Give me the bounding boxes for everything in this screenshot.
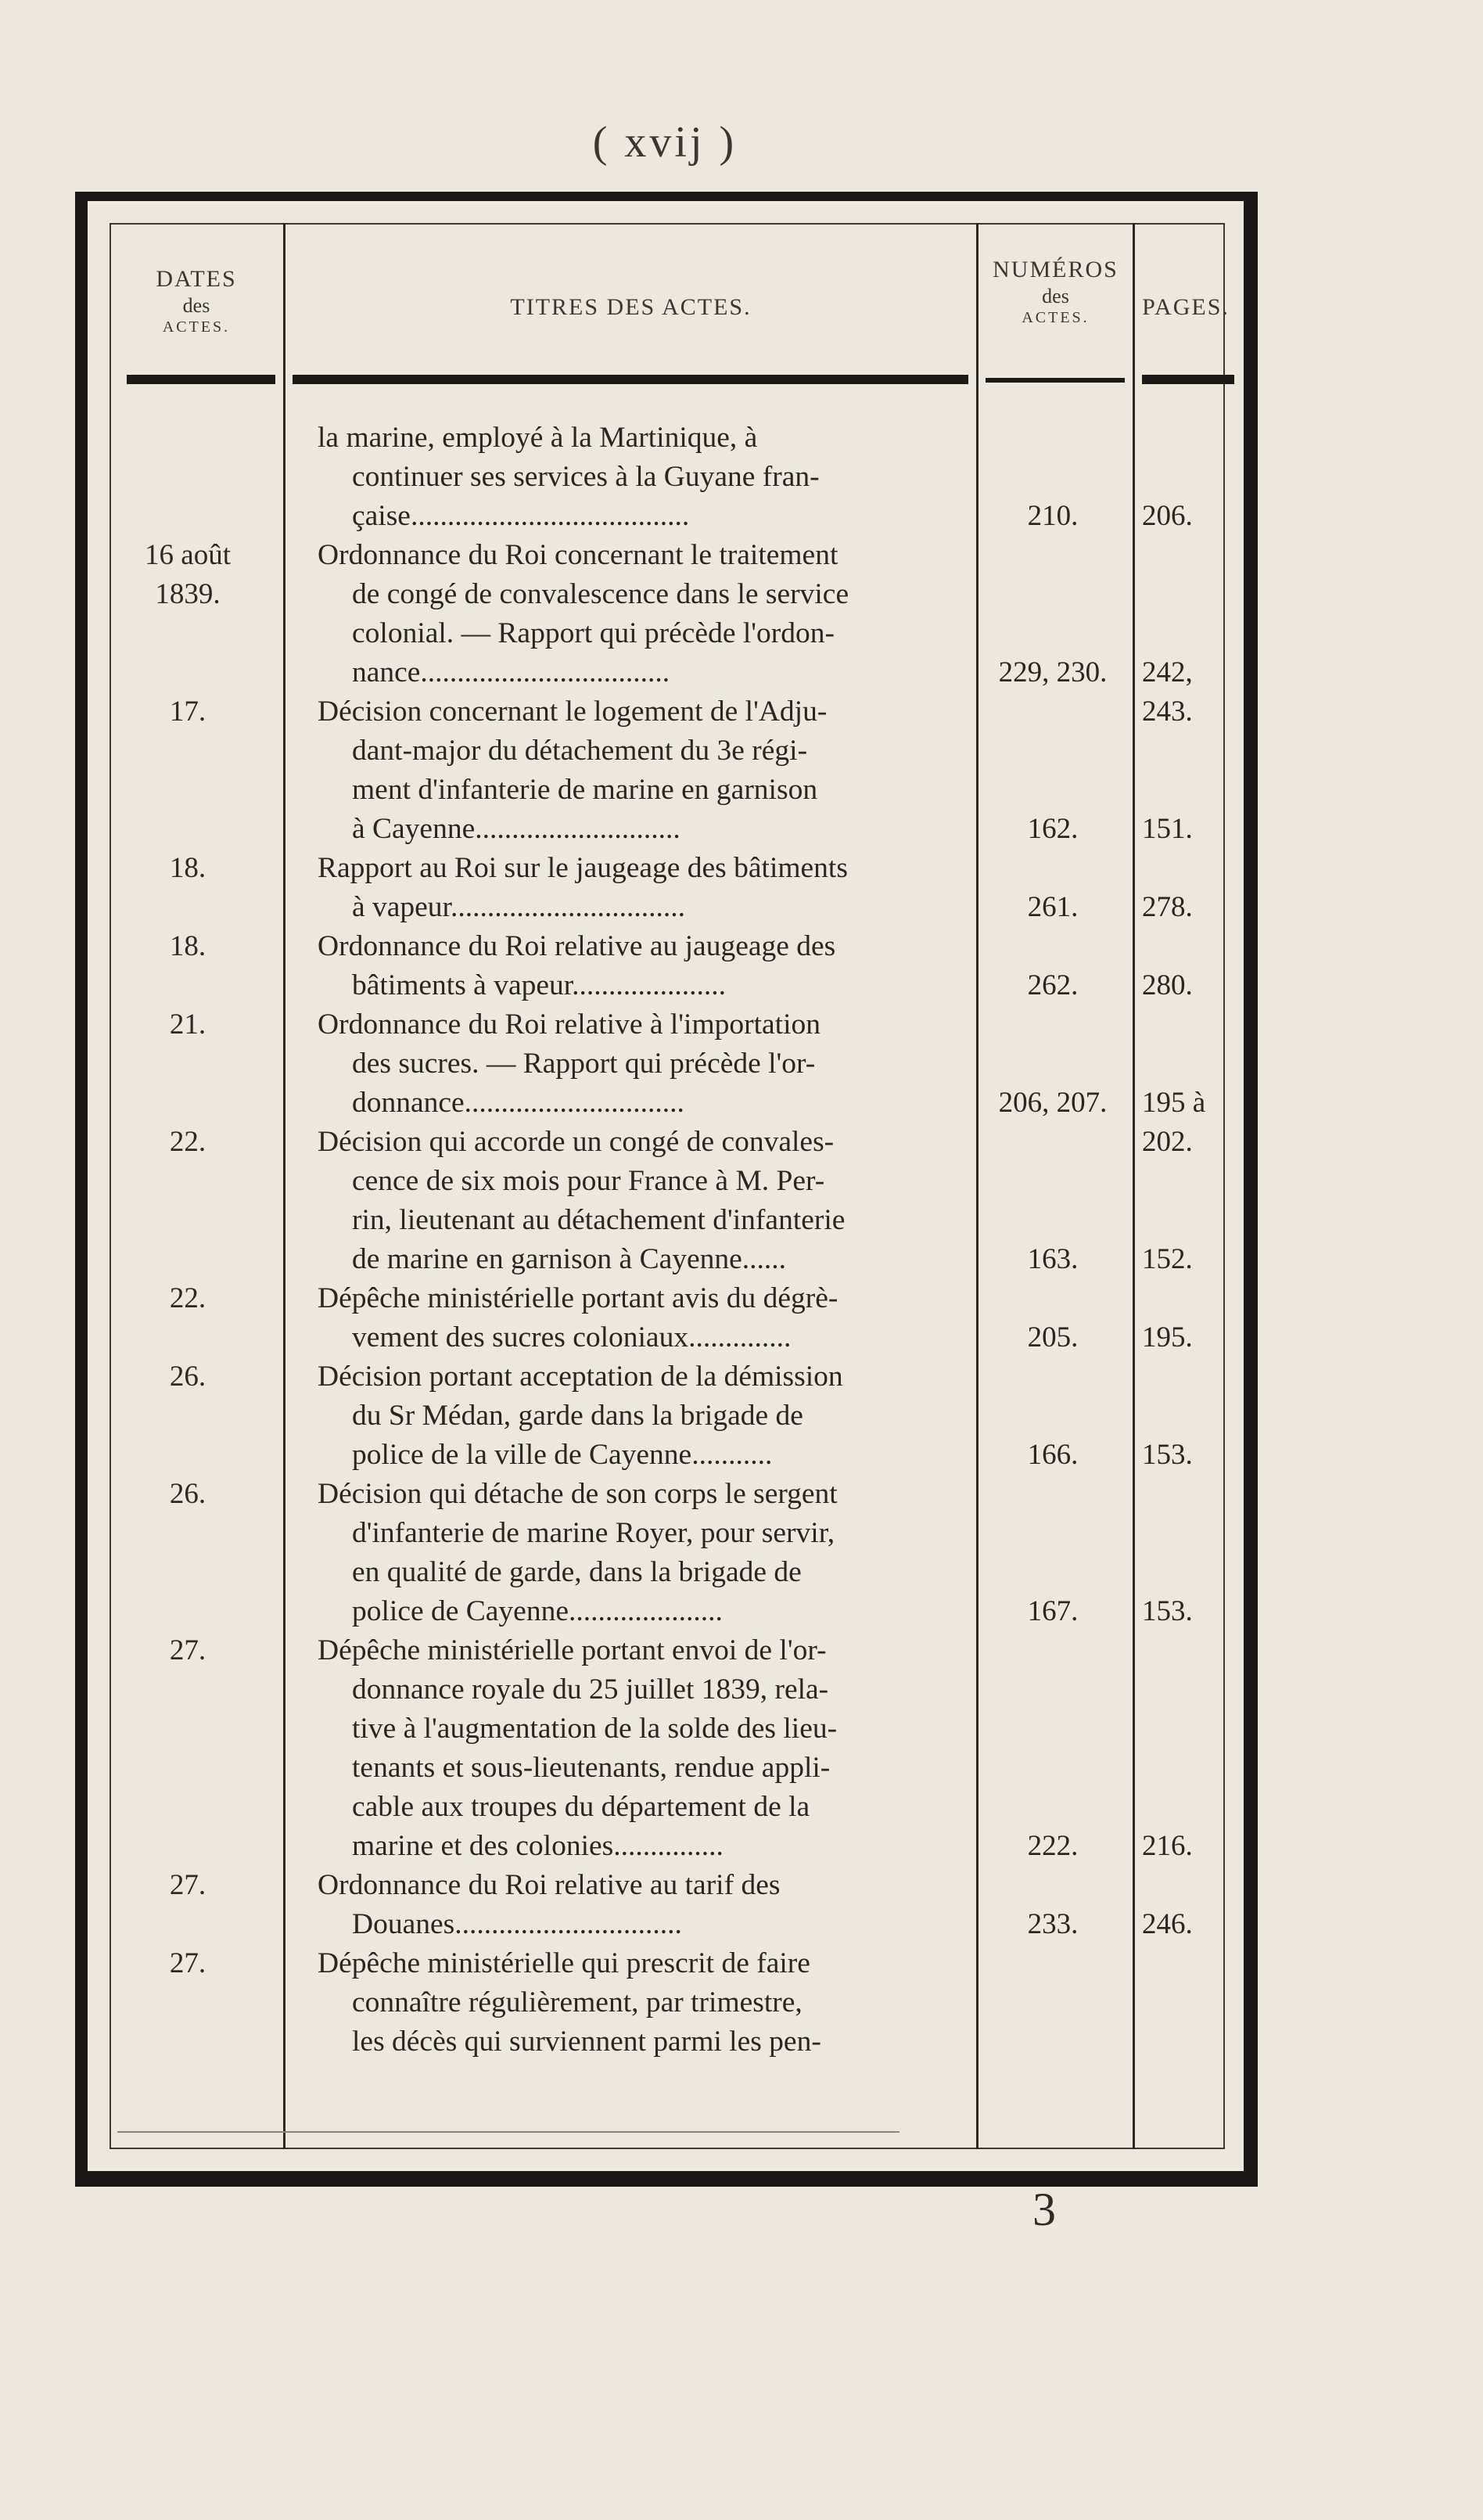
entry-title-line: Décision qui accorde un congé de convales- <box>318 1126 835 1158</box>
entry-title <box>283 1866 973 1944</box>
entry-page: 151. <box>1142 813 1193 845</box>
entry-number: 262. <box>1027 969 1079 1001</box>
entry-title-line: Décision portant acceptation de la démission <box>318 1361 843 1393</box>
entry-title-line: en qualité de garde, dans la brigade de <box>352 1556 802 1588</box>
entry-title <box>283 1631 973 1866</box>
entry-page: 202. <box>1142 1126 1193 1158</box>
entry-title-line: Rapport au Roi sur le jaugeage des bâtiments <box>318 852 848 884</box>
entry-title-line: dant-major du détachement du 3e régi- <box>352 735 808 767</box>
entry-title-line: rin, lieutenant au détachement d'infanterie <box>352 1204 846 1236</box>
entry-title-line: Douanes............................... <box>352 1908 682 1940</box>
list-item <box>110 1631 1225 1866</box>
entry-page: 206. <box>1142 500 1193 532</box>
entry-page: 195 à <box>1142 1087 1206 1119</box>
entry-date: 18. <box>169 930 206 962</box>
entry-title-line: Ordonnance du Roi relative au tarif des <box>318 1869 781 1901</box>
entry-number: 167. <box>1027 1595 1079 1627</box>
entry-number: 210. <box>1027 500 1079 532</box>
entry-title-line: cence de six mois pour France à M. Per- <box>352 1165 825 1197</box>
list-item <box>110 1944 1225 2062</box>
table-frame <box>75 192 1258 2187</box>
entry-number: 222. <box>1027 1830 1079 1862</box>
entry-number: 229, 230. <box>998 656 1108 688</box>
entry-date: 26. <box>169 1478 206 1510</box>
entry-date: 17. <box>169 696 206 728</box>
entry-title-line: d'infanterie de marine Royer, pour servir, <box>352 1517 835 1549</box>
header-dates <box>110 265 283 336</box>
entry-title-line: police de Cayenne..................... <box>352 1595 723 1627</box>
entry-title-line: tive à l'augmentation de la solde des lieu- <box>352 1713 838 1745</box>
entry-title-line: marine et des colonies............... <box>352 1830 724 1862</box>
entry-title-line: à vapeur................................ <box>352 891 685 923</box>
entry-title-line: continuer ses services à la Guyane fran- <box>352 461 820 493</box>
entry-title-line: ment d'infanterie de marine en garnison <box>352 774 818 806</box>
entry-page: 242, <box>1142 656 1193 688</box>
list-item <box>110 927 1225 1005</box>
entry-title-line: Dépêche ministérielle portant avis du dégrè- <box>318 1282 838 1314</box>
entry-title <box>283 1357 973 1475</box>
entry-title-line: de marine en garnison à Cayenne...... <box>352 1243 787 1275</box>
entry-title-line: connaître régulièrement, par trimestre, <box>352 1986 803 2019</box>
header-dates-line3: ACTES. <box>162 318 231 336</box>
header-dates-line2: des <box>182 294 210 317</box>
header-pages: PAGES. <box>1142 294 1230 320</box>
entry-date: 27. <box>169 1947 206 1979</box>
header-numeros <box>978 256 1133 327</box>
entry-title <box>283 1005 973 1123</box>
signature-mark: 3 <box>1032 2184 1056 2235</box>
entry-date: 22. <box>169 1282 206 1314</box>
header-rule-dates <box>127 375 275 384</box>
entry-title-line: çaise...................................... <box>352 500 690 532</box>
entry-date: 21. <box>169 1008 206 1041</box>
entry-title-line: cable aux troupes du département de la <box>352 1791 810 1823</box>
entry-title <box>283 536 973 692</box>
list-item <box>110 1475 1225 1631</box>
entry-title-line: donnance.............................. <box>352 1087 684 1119</box>
entry-page: 152. <box>1142 1243 1193 1275</box>
list-item <box>110 692 1225 849</box>
entry-number: 166. <box>1027 1439 1079 1471</box>
entry-page: 195. <box>1142 1321 1193 1353</box>
header-rule-numbers <box>986 378 1125 383</box>
entry-number: 206, 207. <box>998 1087 1108 1119</box>
entry-title-line: Décision qui détache de son corps le sergent <box>318 1478 838 1510</box>
entry-title-line: nance.................................. <box>352 656 670 688</box>
list-item <box>110 1123 1225 1279</box>
list-item <box>110 1279 1225 1357</box>
entry-date: 27. <box>169 1634 206 1666</box>
list-item <box>110 1357 1225 1475</box>
header-titles: TITRES DES ACTES. <box>510 294 752 320</box>
entry-title <box>283 1279 973 1357</box>
entry-title-line: Ordonnance du Roi relative à l'importation <box>318 1008 821 1041</box>
entry-title <box>283 692 973 849</box>
entry-title-line: les décès qui surviennent parmi les pen- <box>352 2026 821 2058</box>
entry-title-line: Dépêche ministérielle portant envoi de l'or- <box>318 1634 827 1666</box>
entry-date: 22. <box>169 1126 206 1158</box>
entry-title-line: Décision concernant le logement de l'Adju- <box>318 696 828 728</box>
entry-page: 216. <box>1142 1830 1193 1862</box>
entry-title <box>283 1475 973 1631</box>
entry-page: 153. <box>1142 1595 1193 1627</box>
entry-title <box>283 1944 973 2062</box>
entry-title <box>283 1123 973 1279</box>
header-rule-titles <box>293 375 968 384</box>
entry-date: 18. <box>169 852 206 884</box>
entry-page: 243. <box>1142 696 1193 728</box>
list-item <box>110 1866 1225 1944</box>
entry-title-line: vement des sucres coloniaux.............. <box>352 1321 792 1353</box>
entry-title-line: police de la ville de Cayenne........... <box>352 1439 773 1471</box>
entry-title-line: du Sr Médan, garde dans la brigade de <box>352 1400 803 1432</box>
header-rule-pages <box>1142 375 1234 384</box>
entry-title-line: la marine, employé à la Martinique, à <box>318 422 758 454</box>
entry-title-line: tenants et sous-lieutenants, rendue appli- <box>352 1752 831 1784</box>
header-numeros-line3: ACTES. <box>1022 309 1090 327</box>
entry-date: 26. <box>169 1361 206 1393</box>
entry-title-line: Ordonnance du Roi relative au jaugeage des <box>318 930 836 962</box>
entry-title-line: donnance royale du 25 juillet 1839, rela- <box>352 1673 829 1706</box>
entry-number: 233. <box>1027 1908 1079 1940</box>
header-numeros-line1: NUMÉROS <box>993 257 1119 282</box>
entry-page: 153. <box>1142 1439 1193 1471</box>
bottom-rule <box>117 2131 899 2133</box>
entry-title <box>283 419 973 536</box>
entry-number: 162. <box>1027 813 1079 845</box>
entry-number: 205. <box>1027 1321 1079 1353</box>
entry-page: 278. <box>1142 891 1193 923</box>
header-dates-line1: DATES <box>156 266 237 292</box>
header-numeros-line2: des <box>1042 285 1069 307</box>
entry-date: 27. <box>169 1869 206 1901</box>
list-item <box>110 849 1225 927</box>
list-item <box>110 419 1225 536</box>
page-number: ( xvij ) <box>592 118 738 167</box>
entry-title <box>283 927 973 1005</box>
entry-title-line: colonial. — Rapport qui précède l'ordon- <box>352 617 835 649</box>
entry-title-line: bâtiments à vapeur..................... <box>352 969 727 1001</box>
entry-title <box>283 849 973 927</box>
entry-title-line: Dépêche ministérielle qui prescrit de faire <box>318 1947 810 1979</box>
entries-list <box>110 419 1225 2062</box>
entry-date: 16 août 1839. <box>145 539 231 610</box>
entry-number: 261. <box>1027 891 1079 923</box>
entry-title-line: des sucres. — Rapport qui précède l'or- <box>352 1048 816 1080</box>
entry-page: 246. <box>1142 1908 1193 1940</box>
entry-title-line: de congé de convalescence dans le service <box>352 578 849 610</box>
entry-title-line: Ordonnance du Roi concernant le traitement <box>318 539 838 571</box>
entry-number: 163. <box>1027 1243 1079 1275</box>
entry-title-line: à Cayenne............................ <box>352 813 680 845</box>
entry-page: 280. <box>1142 969 1193 1001</box>
